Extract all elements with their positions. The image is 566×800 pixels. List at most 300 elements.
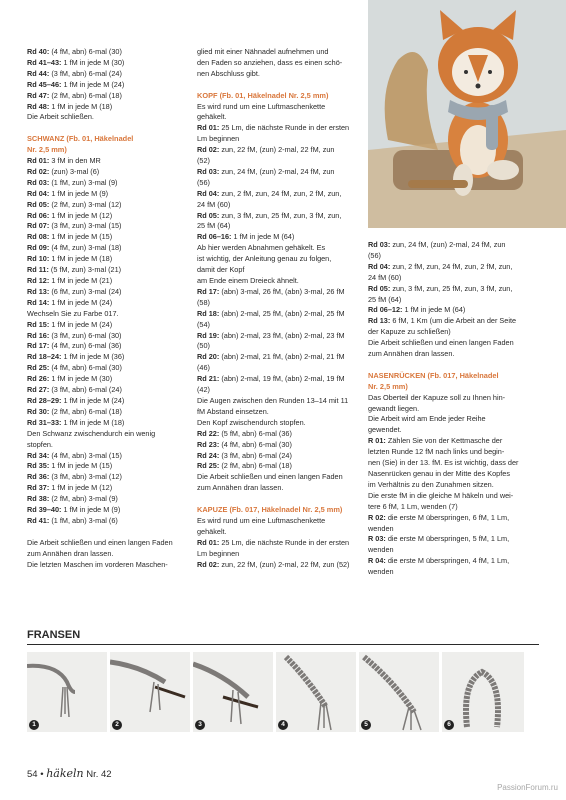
paragraph-gap (27, 527, 187, 538)
step-number-badge: 4 (278, 720, 288, 730)
instruction-text: (abn) 2-mal, 21 fM, (abn) 2-mal, 21 fM (219, 352, 345, 362)
text-line (197, 309, 357, 320)
text-line (197, 189, 357, 200)
round-label: Rd 39–40: (27, 505, 62, 515)
text-line (197, 167, 357, 178)
text-line (27, 483, 187, 494)
round-label: R 02: (368, 512, 386, 522)
text-line (197, 538, 357, 549)
fox-illustration (368, 0, 566, 228)
text-line (27, 156, 187, 167)
instruction-text: Lm beginnen (197, 134, 240, 144)
instruction-text: Die Arbeit schließen und einen langen Faden (368, 338, 514, 348)
text-line (197, 254, 357, 265)
round-label: Rd 23: (197, 439, 220, 449)
instruction-text: 25 Lm, die nächste Runde in der ersten (219, 537, 350, 547)
text-line (197, 320, 357, 331)
text-line (27, 232, 187, 243)
step-photo-4 (276, 652, 356, 732)
instruction-text: Die letzten Maschen im vorderen Maschen- (27, 559, 168, 569)
text-column-left (27, 47, 187, 570)
text-line (197, 69, 357, 80)
round-label: Rd 01: (197, 123, 220, 133)
text-line (197, 374, 357, 385)
round-label: Rd 45–46: (27, 79, 62, 89)
text-line (197, 363, 357, 374)
text-line (27, 363, 187, 374)
step-number-badge: 3 (195, 720, 205, 730)
instruction-text: (4 fM, zun) 3-mal (18) (49, 243, 122, 253)
instruction-text: 1 fM in jede M (12) (49, 483, 113, 493)
round-label: Rd 01: (197, 537, 220, 547)
instruction-text: (abn) 2-mal, 19 fM, (abn) 2-mal, 19 fM (219, 374, 345, 384)
text-line (27, 178, 187, 189)
text-line (27, 276, 187, 287)
instruction-text: (1 fM, zun) 3-mal (9) (49, 177, 118, 187)
text-line (197, 200, 357, 211)
step-number-badge: 1 (29, 720, 39, 730)
instruction-text: zum Annähen dran lassen. (197, 483, 284, 493)
instruction-text: Nasenrücken genau in der Mitte des Kopfes (368, 469, 510, 479)
text-line (27, 211, 187, 222)
text-line (368, 491, 533, 502)
text-line (27, 69, 187, 80)
instruction-text: (6 fM, zun) 3-mal (24) (49, 286, 122, 296)
instruction-text: Das Oberteil der Kapuze soll zu Ihnen hin- (368, 392, 506, 402)
instruction-text: wenden (368, 523, 394, 533)
instruction-text: Den Kopf zwischendurch stopfen. (197, 417, 306, 427)
page-footer (27, 767, 112, 780)
text-line (368, 349, 533, 360)
paragraph-gap (27, 123, 187, 134)
text-column-right (368, 240, 533, 578)
section-heading: Nr. 2,5 mm) (27, 145, 67, 155)
section-heading: SCHWANZ (Fb. 01, Häkelnadel (27, 134, 134, 144)
round-label: Rd 18–24: (27, 352, 62, 362)
text-line (27, 189, 187, 200)
instruction-text: (56) (197, 177, 210, 187)
instruction-text: 25 fM (64) (368, 294, 402, 304)
round-label: Rd 41: (27, 515, 50, 525)
round-label: Rd 04: (368, 261, 391, 271)
round-label: Rd 30: (27, 406, 50, 416)
instruction-text: (abn) 2-mal, 25 fM, (abn) 2-mal, 25 fM (219, 308, 345, 318)
text-line (27, 461, 187, 472)
text-line (197, 287, 357, 298)
round-label: Rd 13: (368, 316, 391, 326)
text-line (197, 527, 357, 538)
instruction-text: Die Arbeit schließen und einen langen Faden (27, 537, 173, 547)
instruction-text: (1 fM, abn) 3-mal (6) (49, 515, 118, 525)
instruction-text: Die Arbeit schließen und einen langen Faden (197, 472, 343, 482)
text-line (197, 429, 357, 440)
text-line (27, 505, 187, 516)
text-line (197, 341, 357, 352)
instruction-text: 1 fM in jede M (9) (49, 188, 109, 198)
text-line (197, 243, 357, 254)
text-line (197, 461, 357, 472)
instruction-text: (54) (197, 319, 210, 329)
instruction-text: (2 fM, abn) 3-mal (9) (49, 494, 118, 504)
instruction-text: Es wird rund um eine Luftmaschenkette (197, 101, 326, 111)
instruction-text: (3 fM, zun) 3-mal (15) (49, 221, 122, 231)
instruction-text: (4 fM, abn) 6-mal (30) (49, 47, 122, 56)
instruction-text: 1 fM in jede M (36) (61, 352, 125, 362)
instruction-text: letzten Runde 12 fM nach links und begin- (368, 447, 505, 457)
text-line (27, 396, 187, 407)
instruction-text: zun, 22 fM, (zun) 2-mal, 22 fM, zun (52) (219, 559, 350, 569)
text-line (27, 494, 187, 505)
instruction-text: die erste M überspringen, 4 fM, 1 Lm, (385, 556, 510, 566)
round-label: Rd 20: (197, 352, 220, 362)
round-label: Rd 14: (27, 297, 50, 307)
text-line (27, 91, 187, 102)
text-line (368, 262, 533, 273)
text-line (197, 298, 357, 309)
text-line (368, 447, 533, 458)
round-label: Rd 06–16: (197, 232, 232, 242)
instruction-text: 1 fM in jede M (18) (49, 101, 113, 111)
text-line (197, 352, 357, 363)
instruction-text: zum Annähen dran lassen. (368, 349, 455, 359)
text-line (368, 316, 533, 327)
round-label: Rd 44: (27, 68, 50, 78)
instruction-text: (58) (197, 297, 210, 307)
watermark: PassionForum.ru (497, 783, 558, 792)
instruction-text: (4 fM, abn) 6-mal (30) (49, 363, 122, 373)
text-line (27, 331, 187, 342)
instruction-text: zum Annähen dran lassen. (27, 548, 114, 558)
round-label: Rd 02: (197, 559, 220, 569)
instruction-text: 1 fM in jede M (24) (49, 297, 113, 307)
instruction-text: die erste M überspringen, 6 fM, 1 Lm, (385, 512, 510, 522)
instruction-text: Zählen Sie von der Kettmasche der (385, 436, 503, 446)
text-line (27, 440, 187, 451)
round-label: Rd 18: (197, 308, 220, 318)
text-line (368, 513, 533, 524)
text-line (368, 251, 533, 262)
instruction-text: gehäkelt. (197, 526, 227, 536)
text-line (27, 341, 187, 352)
instruction-text: (3 fM, zun) 6-mal (30) (49, 330, 122, 340)
paragraph-gap (197, 80, 357, 91)
instruction-text: (abn) 2-mal, 23 fM, (abn) 2-mal, 23 fM (219, 330, 345, 340)
text-line (197, 451, 357, 462)
text-line (368, 338, 533, 349)
instruction-text: glied mit einer Nähnadel aufnehmen und (197, 47, 329, 56)
round-label: Rd 03: (368, 240, 391, 249)
instruction-text: 1 fM in jede M (24) (61, 79, 125, 89)
round-label: Rd 37: (27, 483, 50, 493)
instruction-text: 1 fM in jede M (24) (49, 319, 113, 329)
text-line (27, 549, 187, 560)
step-number-badge: 2 (112, 720, 122, 730)
instruction-text: 25 Lm, die nächste Runde in der ersten (219, 123, 350, 133)
text-line (27, 167, 187, 178)
instruction-text: damit der Kopf (197, 265, 245, 275)
instruction-text: Die Arbeit schließen. (27, 112, 94, 122)
instruction-text: (3 fM, abn) 3-mal (12) (49, 472, 122, 482)
text-line (368, 240, 533, 251)
round-label: Rd 08: (27, 232, 50, 242)
instruction-text: Lm beginnen (197, 548, 240, 558)
round-label: Rd 28–29: (27, 395, 62, 405)
text-line (368, 480, 533, 491)
text-line (27, 472, 187, 483)
round-label: Rd 21: (197, 374, 220, 384)
text-line (368, 469, 533, 480)
magazine-brand: häkeln (46, 767, 84, 780)
text-line (368, 305, 533, 316)
text-line (27, 516, 187, 527)
text-line (27, 309, 187, 320)
text-line (368, 414, 533, 425)
instruction-text: gewendet. (368, 425, 402, 435)
text-line (368, 567, 533, 578)
instruction-text: 25 fM (64) (197, 221, 231, 231)
text-line (368, 393, 533, 404)
round-label: Rd 11: (27, 265, 49, 275)
text-line (368, 284, 533, 295)
round-label: Rd 13: (27, 286, 50, 296)
round-label: Rd 12: (27, 276, 50, 286)
text-line (368, 436, 533, 447)
round-label: Rd 34: (27, 450, 50, 460)
text-line (197, 145, 357, 156)
text-line (197, 102, 357, 113)
round-label: Rd 01: (27, 156, 50, 166)
instruction-text: 1 fM in jede M (15) (49, 232, 113, 242)
text-line (197, 112, 357, 123)
text-line (197, 58, 357, 69)
round-label: Rd 19: (197, 330, 220, 340)
round-label: Rd 03: (197, 166, 220, 176)
text-line (197, 396, 357, 407)
instruction-text: Ab hier werden Abnahmen gehäkelt. Es (197, 243, 326, 253)
step-number-badge: 6 (444, 720, 454, 730)
round-label: Rd 17: (27, 341, 50, 351)
footer-bullet: • (40, 769, 44, 780)
instruction-text: 6 fM, 1 Km (um die Arbeit an der Seite (390, 316, 517, 326)
text-line (27, 560, 187, 571)
instruction-text: 1 fM in jede M (30) (61, 57, 125, 67)
round-label: Rd 48: (27, 101, 50, 111)
fox-photo (368, 0, 566, 228)
instruction-text: Die erste fM in die gleiche M häkeln und wei- (368, 490, 514, 500)
text-column-middle (197, 47, 357, 570)
instruction-text: der Kapuze zu schließen) (368, 327, 451, 337)
round-label: Rd 05: (27, 199, 50, 209)
text-line (197, 483, 357, 494)
instruction-text: zun, 22 fM, (zun) 2-mal, 22 fM, zun (219, 145, 335, 155)
text-line (27, 112, 187, 123)
instruction-text: zun, 24 fM, (zun) 2-mal, 24 fM, zun (390, 240, 506, 249)
round-label: Rd 03: (27, 177, 50, 187)
section-heading: NASENRÜCKEN (Fb. 017, Häkelnadel (368, 370, 499, 380)
text-line (197, 276, 357, 287)
instruction-text: zun, 3 fM, zun, 25 fM, zun, 3 fM, zun, (219, 210, 342, 220)
text-line (27, 538, 187, 549)
instruction-text: zun, 2 fM, zun, 24 fM, zun, 2 fM, zun, (219, 188, 342, 198)
round-label: Rd 47: (27, 90, 50, 100)
section-divider (27, 644, 539, 645)
instruction-text: (46) (197, 363, 210, 373)
text-line (368, 327, 533, 338)
text-line (368, 524, 533, 535)
instruction-text: (3 fM, abn) 6-mal (24) (49, 68, 122, 78)
instruction-text: (52) (197, 156, 210, 166)
text-line (27, 287, 187, 298)
instruction-text: gehäkelt. (197, 112, 227, 122)
text-line (197, 134, 357, 145)
instruction-text: wenden (368, 545, 394, 555)
instruction-text: (zun) 3-mal (6) (49, 166, 100, 176)
round-label: Rd 41–43: (27, 57, 62, 67)
text-line (197, 385, 357, 396)
page-number: 54 (27, 769, 38, 780)
text-line (368, 545, 533, 556)
text-line (197, 472, 357, 483)
text-line (27, 451, 187, 462)
instruction-text: 1 fM in jede M (15) (49, 461, 113, 471)
instruction-text: Die Arbeit wird am Ende jeder Reihe (368, 414, 486, 424)
instruction-text: zun, 3 fM, zun, 25 fM, zun, 3 fM, zun, (390, 283, 513, 293)
instruction-text: die erste M überspringen, 5 fM, 1 Lm, (385, 534, 510, 544)
step-photo-2 (110, 652, 190, 732)
instruction-text: gewandt liegen. (368, 403, 420, 413)
round-label: R 04: (368, 556, 386, 566)
text-line (27, 298, 187, 309)
instruction-text: tere 6 fM, 1 Lm, wenden (7) (368, 501, 458, 511)
section-heading: KAPUZE (Fb. 017, Häkelnadel Nr. 2,5 mm) (197, 505, 343, 515)
round-label: Rd 09: (27, 243, 50, 253)
instruction-text: Den Schwanz zwischendurch ein wenig (27, 428, 156, 438)
text-line (197, 440, 357, 451)
instruction-text: (5 fM, abn) 6-mal (36) (219, 428, 292, 438)
instruction-text: Es wird rund um eine Luftmaschenkette (197, 515, 326, 525)
text-line (197, 560, 357, 571)
instruction-text: (42) (197, 385, 210, 395)
text-line (368, 502, 533, 513)
text-line (27, 407, 187, 418)
text-line (197, 232, 357, 243)
instruction-text: (2 fM, abn) 6-mal (18) (219, 461, 292, 471)
round-label: Rd 25: (27, 363, 50, 373)
round-label: Rd 24: (197, 450, 220, 460)
text-line (197, 221, 357, 232)
text-line (27, 47, 187, 58)
instruction-text: 1 fM in jede M (18) (49, 254, 113, 264)
issue-number: Nr. 42 (86, 769, 112, 780)
text-line (27, 429, 187, 440)
text-line (197, 211, 357, 222)
text-line (197, 123, 357, 134)
instruction-text: (abn) 3-mal, 26 fM, (abn) 3-mal, 26 fM (219, 286, 345, 296)
instruction-text: ist wichtig, der Anleitung genau zu folgen, (197, 254, 332, 264)
text-line (197, 331, 357, 342)
text-line (27, 320, 187, 331)
text-line (27, 374, 187, 385)
text-line (27, 254, 187, 265)
instruction-text: 3 fM in den MR (49, 156, 101, 166)
round-label: Rd 40: (27, 47, 50, 56)
text-line (27, 58, 187, 69)
step-photo-5 (359, 652, 439, 732)
text-line (197, 47, 357, 58)
text-line (197, 516, 357, 527)
text-line (27, 80, 187, 91)
round-label: Rd 06–12: (368, 305, 403, 315)
text-line (27, 102, 187, 113)
text-line (27, 200, 187, 211)
step-photo-3 (193, 652, 273, 732)
paragraph-gap (197, 494, 357, 505)
instruction-text: (2 fM, abn) 6-mal (18) (49, 406, 122, 416)
round-label: Rd 35: (27, 461, 50, 471)
text-line (197, 265, 357, 276)
instruction-text: nen Abschluss gibt. (197, 68, 260, 78)
text-line (368, 458, 533, 469)
instruction-text: im Verhältnis zu den Zunahmen sitzen. (368, 479, 494, 489)
instruction-text: 1 fM in jede M (18) (61, 417, 125, 427)
instruction-text: Die Augen zwischen den Runden 13–14 mit 11 (197, 395, 349, 405)
step-photo-6 (442, 652, 524, 732)
round-label: Rd 04: (197, 188, 220, 198)
text-line (368, 425, 533, 436)
instruction-text: 1 fM in jede M (12) (49, 210, 113, 220)
text-line (197, 156, 357, 167)
instruction-text: 1 fM in jede M (30) (49, 374, 113, 384)
round-label: Rd 27: (27, 385, 50, 395)
instruction-text: stopfen. (27, 439, 53, 449)
round-label: Rd 16: (27, 330, 50, 340)
instruction-text: (56) (368, 250, 381, 260)
text-line (27, 243, 187, 254)
instruction-text: Wechseln Sie zu Farbe 017. (27, 308, 119, 318)
round-label: Rd 17: (197, 286, 220, 296)
instruction-text: 1 fM in jede M (9) (61, 505, 121, 515)
text-line (27, 265, 187, 276)
instruction-text: wenden (368, 567, 394, 577)
round-label: Rd 10: (27, 254, 50, 264)
section-heading: Nr. 2,5 mm) (368, 381, 408, 391)
text-line (368, 404, 533, 415)
text-line (197, 418, 357, 429)
instruction-text: (5 fM, zun) 3-mal (21) (48, 265, 122, 275)
text-line (27, 352, 187, 363)
text-line (197, 407, 357, 418)
instruction-text: zun, 2 fM, zun, 24 fM, zun, 2 fM, zun, (390, 261, 513, 271)
text-line (27, 385, 187, 396)
text-line (368, 534, 533, 545)
instruction-text: 24 fM (60) (368, 272, 402, 282)
text-line (27, 418, 187, 429)
instruction-text: (3 fM, abn) 6-mal (24) (219, 450, 292, 460)
text-line (368, 295, 533, 306)
round-label: Rd 05: (197, 210, 220, 220)
round-label: Rd 06: (27, 210, 50, 220)
text-line (368, 556, 533, 567)
round-label: Rd 26: (27, 374, 50, 384)
text-line (27, 221, 187, 232)
round-label: R 03: (368, 534, 386, 544)
instruction-text: (4 fM, zun) 6-mal (36) (49, 341, 122, 351)
section-heading: KOPF (Fb. 01, Häkelnadel Nr. 2,5 mm) (197, 90, 329, 100)
instruction-text: 1 fM in jede M (64) (402, 305, 466, 315)
step-number-badge: 5 (361, 720, 371, 730)
round-label: Rd 22: (197, 428, 220, 438)
round-label: Rd 04: (27, 188, 50, 198)
